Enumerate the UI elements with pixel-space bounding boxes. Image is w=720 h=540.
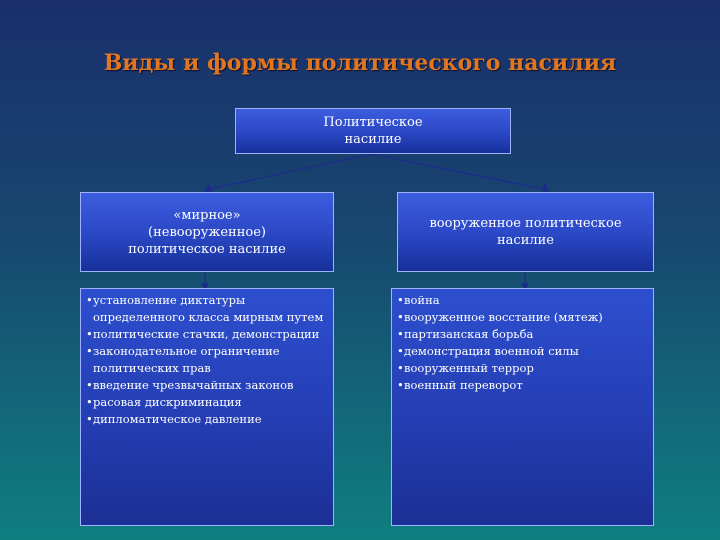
peaceful-violence-list <box>80 288 334 526</box>
root-node-line1: Политическое <box>323 115 423 130</box>
peaceful-violence-line3: политическое насилие <box>128 241 286 257</box>
list-item: • расовая дискриминация <box>87 394 327 411</box>
peaceful-violence-line1: «мирное» <box>173 207 241 223</box>
list-item: • вооруженный террор <box>398 360 647 377</box>
armed-violence-line2: насилие <box>497 233 554 248</box>
list-item: • военный переворот <box>398 377 647 394</box>
root-node-line2: насилие <box>344 132 402 147</box>
list-item: • партизанская борьба <box>398 326 647 343</box>
peaceful-violence-line2: (невооруженное) <box>148 224 266 240</box>
list-item: • вооруженное восстание (мятеж) <box>398 309 647 326</box>
connector-root-right <box>372 154 548 190</box>
armed-violence-box <box>397 192 654 272</box>
root-node-box <box>235 108 511 154</box>
arrowhead-left <box>205 185 212 192</box>
page-title: Виды и формы политического насилия <box>103 50 617 76</box>
list-item: • дипломатическое давление <box>87 411 327 428</box>
list-item: • война <box>398 292 647 309</box>
peaceful-violence-box <box>80 192 334 272</box>
list-item: • демонстрация военной силы <box>398 343 647 360</box>
armed-violence-list <box>391 288 654 526</box>
list-item: • введение чрезвычайных законов <box>87 377 327 394</box>
arrowhead-right <box>542 184 548 192</box>
armed-violence-line1: вооруженное политическое <box>429 216 622 231</box>
list-item: • установление диктатуры определенного класса мирным путем <box>87 292 327 326</box>
connector-root-left <box>205 154 372 190</box>
list-item: • законодательное ограничение политических прав <box>87 343 327 377</box>
list-item: • политические стачки, демонстрации <box>87 326 327 343</box>
